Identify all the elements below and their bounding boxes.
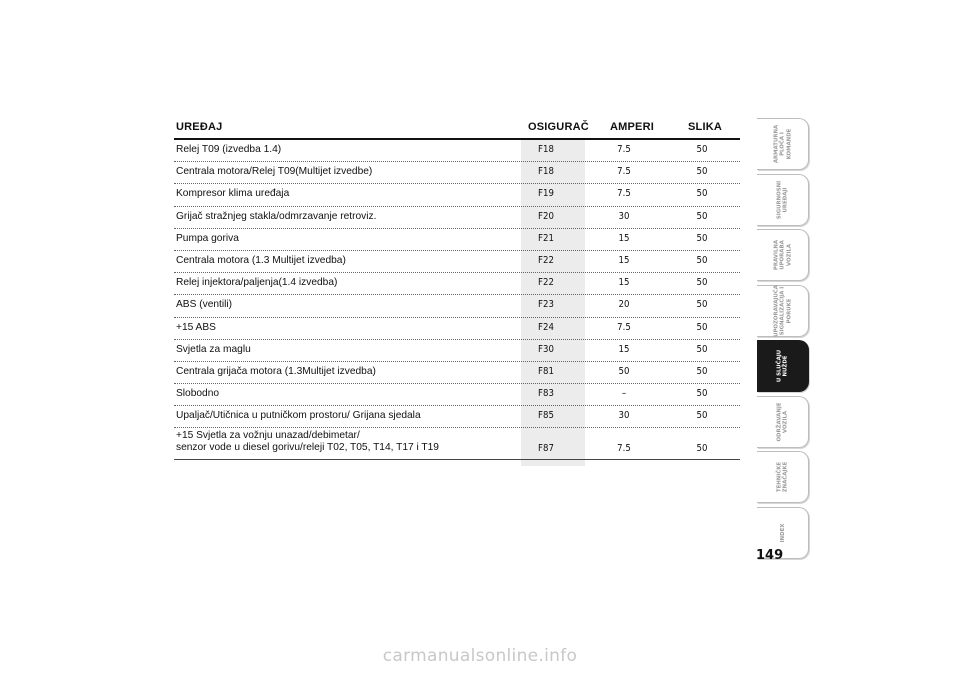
device-line: Svjetla za maglu	[176, 343, 251, 355]
chapter-tab-line: UREĐAJI	[782, 187, 789, 212]
table-row	[174, 273, 740, 295]
fuse-table	[174, 118, 740, 460]
chapter-tab-line: VOZILA	[782, 410, 789, 433]
chapter-tab-line: VOZILA	[785, 243, 792, 267]
table-row	[174, 406, 740, 428]
fuse-cell: F21	[538, 232, 554, 244]
fuse-cell: F83	[538, 388, 554, 400]
amps-cell: 50	[618, 365, 630, 377]
amps-cell: 7.5	[617, 188, 631, 200]
chapter-tab-line: INDEX	[779, 523, 786, 542]
watermark: carmanualsonline.info	[382, 646, 578, 666]
device-cell	[176, 166, 372, 178]
chapter-tab-line: UPORABA	[779, 240, 786, 270]
device-cell	[176, 255, 346, 267]
figure-cell: 50	[696, 365, 708, 377]
figure-cell: 50	[696, 210, 708, 222]
amps-cell: 15	[618, 254, 630, 266]
figure-cell: 50	[696, 232, 708, 244]
table-row	[174, 318, 740, 340]
chapter-tab-label	[779, 523, 785, 542]
chapter-tab-line: ODRŽAVANJE	[776, 401, 783, 442]
device-cell	[176, 144, 281, 156]
fuse-cell: F87	[538, 443, 554, 455]
device-line: Centrala grijača motora (1.3Multijet izvedba)	[176, 365, 376, 377]
table-row	[174, 384, 740, 406]
amps-cell: 20	[618, 299, 630, 311]
fuse-cell: F23	[538, 299, 554, 311]
figure-cell: 50	[696, 299, 708, 311]
amps-cell: 15	[618, 277, 630, 289]
fuse-cell: F20	[538, 210, 554, 222]
table-row	[174, 184, 740, 206]
table-row	[174, 162, 740, 184]
figure-cell: 50	[696, 388, 708, 400]
chapter-tab-line: ARMATURNA	[772, 124, 779, 164]
device-line: ABS (ventili)	[176, 299, 233, 311]
table-row	[174, 340, 740, 362]
device-cell	[176, 344, 251, 356]
fuse-cell: F22	[538, 254, 554, 266]
table-row	[174, 251, 740, 273]
table-row	[174, 229, 740, 251]
fuse-cell: F19	[538, 188, 554, 200]
chapter-tab-label	[776, 350, 789, 382]
device-line: Pumpa goriva	[176, 232, 239, 244]
table-row	[174, 140, 740, 162]
chapter-tab-line: PLOČA I	[779, 132, 786, 156]
chapter-tab[interactable]	[757, 340, 809, 392]
figure-cell: 50	[696, 410, 708, 422]
device-cell	[176, 211, 376, 223]
device-line: Centrala motora (1.3 Multijet izvedba)	[176, 254, 346, 266]
chapter-tab-label	[776, 180, 789, 218]
table-header	[174, 118, 740, 140]
device-line: senzor vode u diesel gorivu/releji T02, T05, T14, T17 i T19	[176, 442, 439, 454]
device-cell	[176, 233, 239, 245]
figure-cell: 50	[696, 144, 708, 155]
amps-cell: 7.5	[617, 144, 631, 155]
chapter-tab[interactable]	[757, 118, 809, 170]
table-row	[174, 207, 740, 229]
header-device: UREĐAJ	[176, 121, 223, 133]
figure-cell: 50	[696, 343, 708, 355]
header-figure: SLIKA	[688, 121, 722, 133]
header-amps: AMPERI	[610, 121, 654, 133]
chapter-tab-label	[776, 402, 789, 441]
fuse-cell: F81	[538, 365, 554, 377]
figure-cell: 50	[696, 188, 708, 200]
amps-cell: 7.5	[617, 166, 631, 178]
device-line: Upaljač/Utičnica u putničkom prostoru/ Grijana sjedala	[176, 410, 421, 422]
chapter-tab[interactable]	[757, 174, 809, 226]
amps-cell: 30	[618, 210, 630, 222]
chapter-tab-line: ZNAČAJKE	[782, 461, 789, 493]
device-cell	[176, 430, 439, 454]
amps-cell: 7.5	[617, 443, 631, 455]
figure-cell: 50	[696, 166, 708, 178]
chapter-tab-line: KOMANDE	[785, 128, 792, 160]
fuse-cell: F18	[538, 166, 554, 178]
table-row	[174, 428, 740, 460]
device-line: Kompresor klima uređaja	[176, 188, 290, 200]
chapter-tab[interactable]	[757, 229, 809, 281]
chapter-tab-line: PORUKE	[785, 298, 792, 323]
amps-cell: 7.5	[617, 321, 631, 333]
fuse-cell: F30	[538, 343, 554, 355]
device-cell	[176, 299, 232, 311]
amps-cell: 15	[618, 343, 630, 355]
fuse-cell: F18	[538, 144, 554, 155]
chapter-tab-line: TEHNIČKE	[776, 461, 783, 493]
fuse-cell: F85	[538, 410, 554, 422]
device-cell	[176, 388, 219, 400]
chapter-tab-line: U SLUČAJU	[776, 349, 783, 383]
device-line: Slobodno	[176, 388, 220, 400]
chapter-tab-label	[773, 240, 792, 270]
device-line: Relej T09 (izvedba 1.4)	[176, 144, 282, 155]
device-cell	[176, 366, 376, 378]
device-cell	[176, 277, 337, 289]
chapter-tab[interactable]	[757, 396, 809, 448]
chapter-tab-line: UPOZORAVAJUĆA	[772, 284, 779, 337]
table-row	[174, 362, 740, 384]
chapter-tab-line: PRAVILNA	[772, 239, 779, 271]
device-cell	[176, 188, 289, 200]
chapter-tabs	[757, 118, 809, 562]
header-fuse: OSIGURAČ	[528, 121, 589, 133]
device-line: Grijač stražnjeg stakla/odmrzavanje retroviz.	[176, 210, 377, 222]
fuse-cell: F22	[538, 277, 554, 289]
figure-cell: 50	[696, 321, 708, 333]
device-line: +15 Svjetla za vožnju unazad/debimetar/	[176, 430, 360, 442]
amps-cell: –	[621, 388, 627, 400]
figure-cell: 50	[696, 254, 708, 266]
chapter-tab-label	[773, 125, 792, 163]
page-number: 149	[756, 548, 784, 563]
chapter-tab-line: SIGNALIZACIJA I	[779, 286, 786, 335]
figure-cell: 50	[696, 277, 708, 289]
chapter-tab[interactable]	[757, 285, 809, 337]
device-line: +15 ABS	[176, 321, 216, 333]
device-cell	[176, 322, 216, 334]
chapter-tab-label	[776, 462, 789, 493]
amps-cell: 15	[618, 232, 630, 244]
device-line: Relej injektora/paljenja(1.4 izvedba)	[176, 277, 338, 289]
chapter-tab-line: SIGURNOSNI	[776, 180, 783, 219]
device-cell	[176, 410, 421, 422]
chapter-tab-line: NUŽDE	[782, 355, 789, 377]
figure-cell: 50	[696, 443, 708, 455]
amps-cell: 30	[618, 410, 630, 422]
table-row	[174, 295, 740, 317]
table-body	[174, 140, 740, 460]
chapter-tab[interactable]	[757, 451, 809, 503]
chapter-tab-label	[773, 285, 792, 337]
device-line: Centrala motora/Relej T09(Multijet izvedbe)	[176, 166, 373, 178]
fuse-cell: F24	[538, 321, 554, 333]
